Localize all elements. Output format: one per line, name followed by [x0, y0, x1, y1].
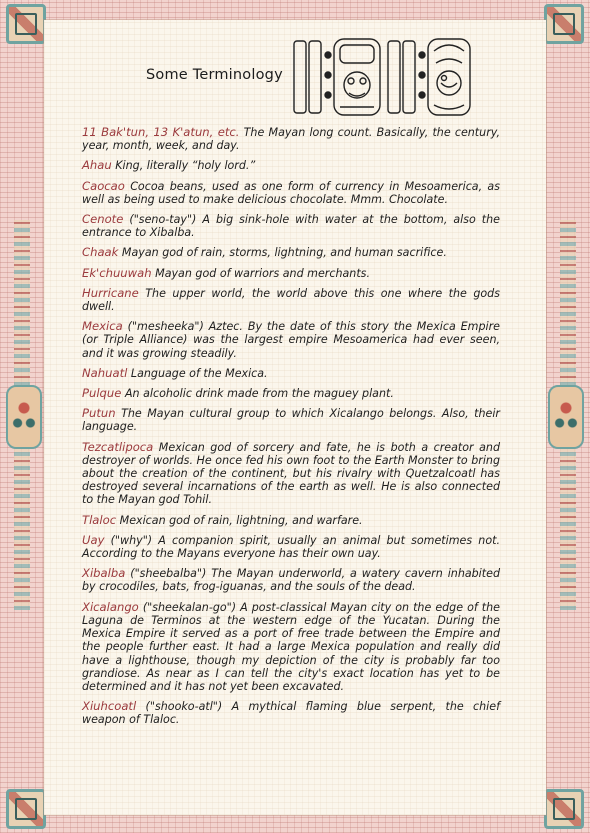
glossary-term: Ahau [82, 158, 112, 173]
glossary-term: Caocao [82, 178, 125, 193]
terminology-list [82, 126, 500, 734]
glossary-definition: ("shooko-atl") A mythical flaming blue serpent, the chief weapon of Tlaloc. [82, 700, 500, 727]
glossary-term: Putun [82, 406, 116, 421]
glossary-term: Pulque [82, 386, 122, 401]
glossary-term: Nahuatl [82, 365, 128, 380]
glossary-definition: King, literally “holy lord.” [115, 159, 256, 173]
glossary-entry [82, 514, 500, 527]
glossary-entry [82, 387, 500, 400]
mayan-glyphs-illustration [292, 33, 472, 118]
glossary-definition: ("sheebalba") The Mayan underworld, a watery cavern inhabited by crocodiles, bats, frog-iguanas, and the souls of the dead. [82, 567, 500, 594]
glossary-term: Tezcatlipoca [82, 439, 154, 454]
glossary-definition: ("mesheeka") Aztec. By the date of this story the Mexica Empire (or Triple Alliance) was the largest empire Mesoamerica had ever seen, and it was growing steadily. [82, 320, 500, 360]
glossary-term: Tlaloc [82, 512, 117, 527]
glossary-definition: Mayan god of rain, storms, lightning, and human sacrifice. [121, 246, 447, 260]
glossary-entry [82, 246, 500, 259]
glossary-definition: ("why") A companion spirit, usually an animal but sometimes not. According to the Mayans everyone has their own uay. [82, 533, 500, 561]
glossary-entry [82, 700, 500, 726]
glossary-definition: The upper world, the world above this one where the gods dwell. [82, 286, 500, 314]
glossary-entry [82, 367, 500, 380]
glossary-entry [82, 407, 500, 433]
glossary-term: Cenote [82, 212, 124, 227]
glossary-term: Xiuhcoatl [82, 699, 137, 714]
glossary-term: Mexica [82, 319, 123, 334]
glossary-definition: Mexican god of sorcery and fate, he is both a creator and destroyer of worlds. He once fed his own foot to the Earth Monster to bring about the creation of the continent, but his rivalry with Quetzalcoatl has destroyed several incarnations of the earth as well. He is also connected to the Mayan god Tohil. [82, 440, 500, 507]
glossary-term: Xibalba [82, 566, 126, 581]
glossary-entry [82, 601, 500, 693]
glossary-term: Ek'chuuwah [82, 265, 152, 280]
glossary-definition: The Mayan cultural group to which Xicalango belongs. Also, their language. [82, 407, 500, 434]
corner-ornament-top-left [6, 4, 46, 44]
glossary-entry [82, 567, 500, 593]
glossary-entry [82, 213, 500, 239]
corner-ornament-bottom-left [6, 789, 46, 829]
glossary-definition: An alcoholic drink made from the maguey plant. [124, 387, 394, 401]
glossary-term: Hurricane [82, 285, 139, 300]
glossary-entry [82, 159, 500, 172]
glossary-term: Uay [82, 532, 105, 547]
glossary-definition: Cocoa beans, used as one form of currency in Mesoamerica, as well as being used to make delicious chocolate. Mmm. Chocolate. [82, 179, 500, 206]
glossary-entry [82, 287, 500, 313]
left-mask-ornament [6, 385, 42, 449]
glossary-entry [82, 267, 500, 280]
glossary-entry [82, 320, 500, 360]
glossary-definition: Language of the Mexica. [130, 366, 268, 380]
glossary-definition: Mexican god of rain, lightning, and warfare. [119, 513, 363, 527]
right-mask-ornament [548, 385, 584, 449]
glossary-entry [82, 126, 500, 152]
corner-ornament-top-right [544, 4, 584, 44]
corner-ornament-bottom-right [544, 789, 584, 829]
glossary-entry [82, 180, 500, 206]
glossary-definition: Mayan god of warriors and merchants. [155, 266, 370, 280]
glossary-entry [82, 441, 500, 507]
glossary-term: Chaak [82, 245, 119, 260]
glossary-definition: ("seno-tay") A big sink-hole with water at the bottom, also the entrance to Xibalba. [82, 213, 501, 240]
glossary-definition: ("sheekalan-go") A post-classical Mayan city on the edge of the Laguna de Terminos at the western edge of the Yucatan. During the Mexica Empire it served as a port of free trade between the Empire and the people further east. It had a large Mexica population and really did have a lighthouse, though my depiction of the city is probably far too grandiose. As near as I can tell the city's exact location has yet to be determined and it has not yet been excavated. [82, 600, 500, 693]
glossary-entry [82, 534, 500, 560]
glossary-term: Xicalango [82, 599, 139, 614]
glossary-definition: The Mayan long count. Basically, the century, year, month, week, and day. [82, 126, 500, 153]
glossary-term: 11 Bak'tun, 13 K'atun, etc. [82, 125, 240, 139]
page-title: Some Terminology [146, 67, 283, 83]
